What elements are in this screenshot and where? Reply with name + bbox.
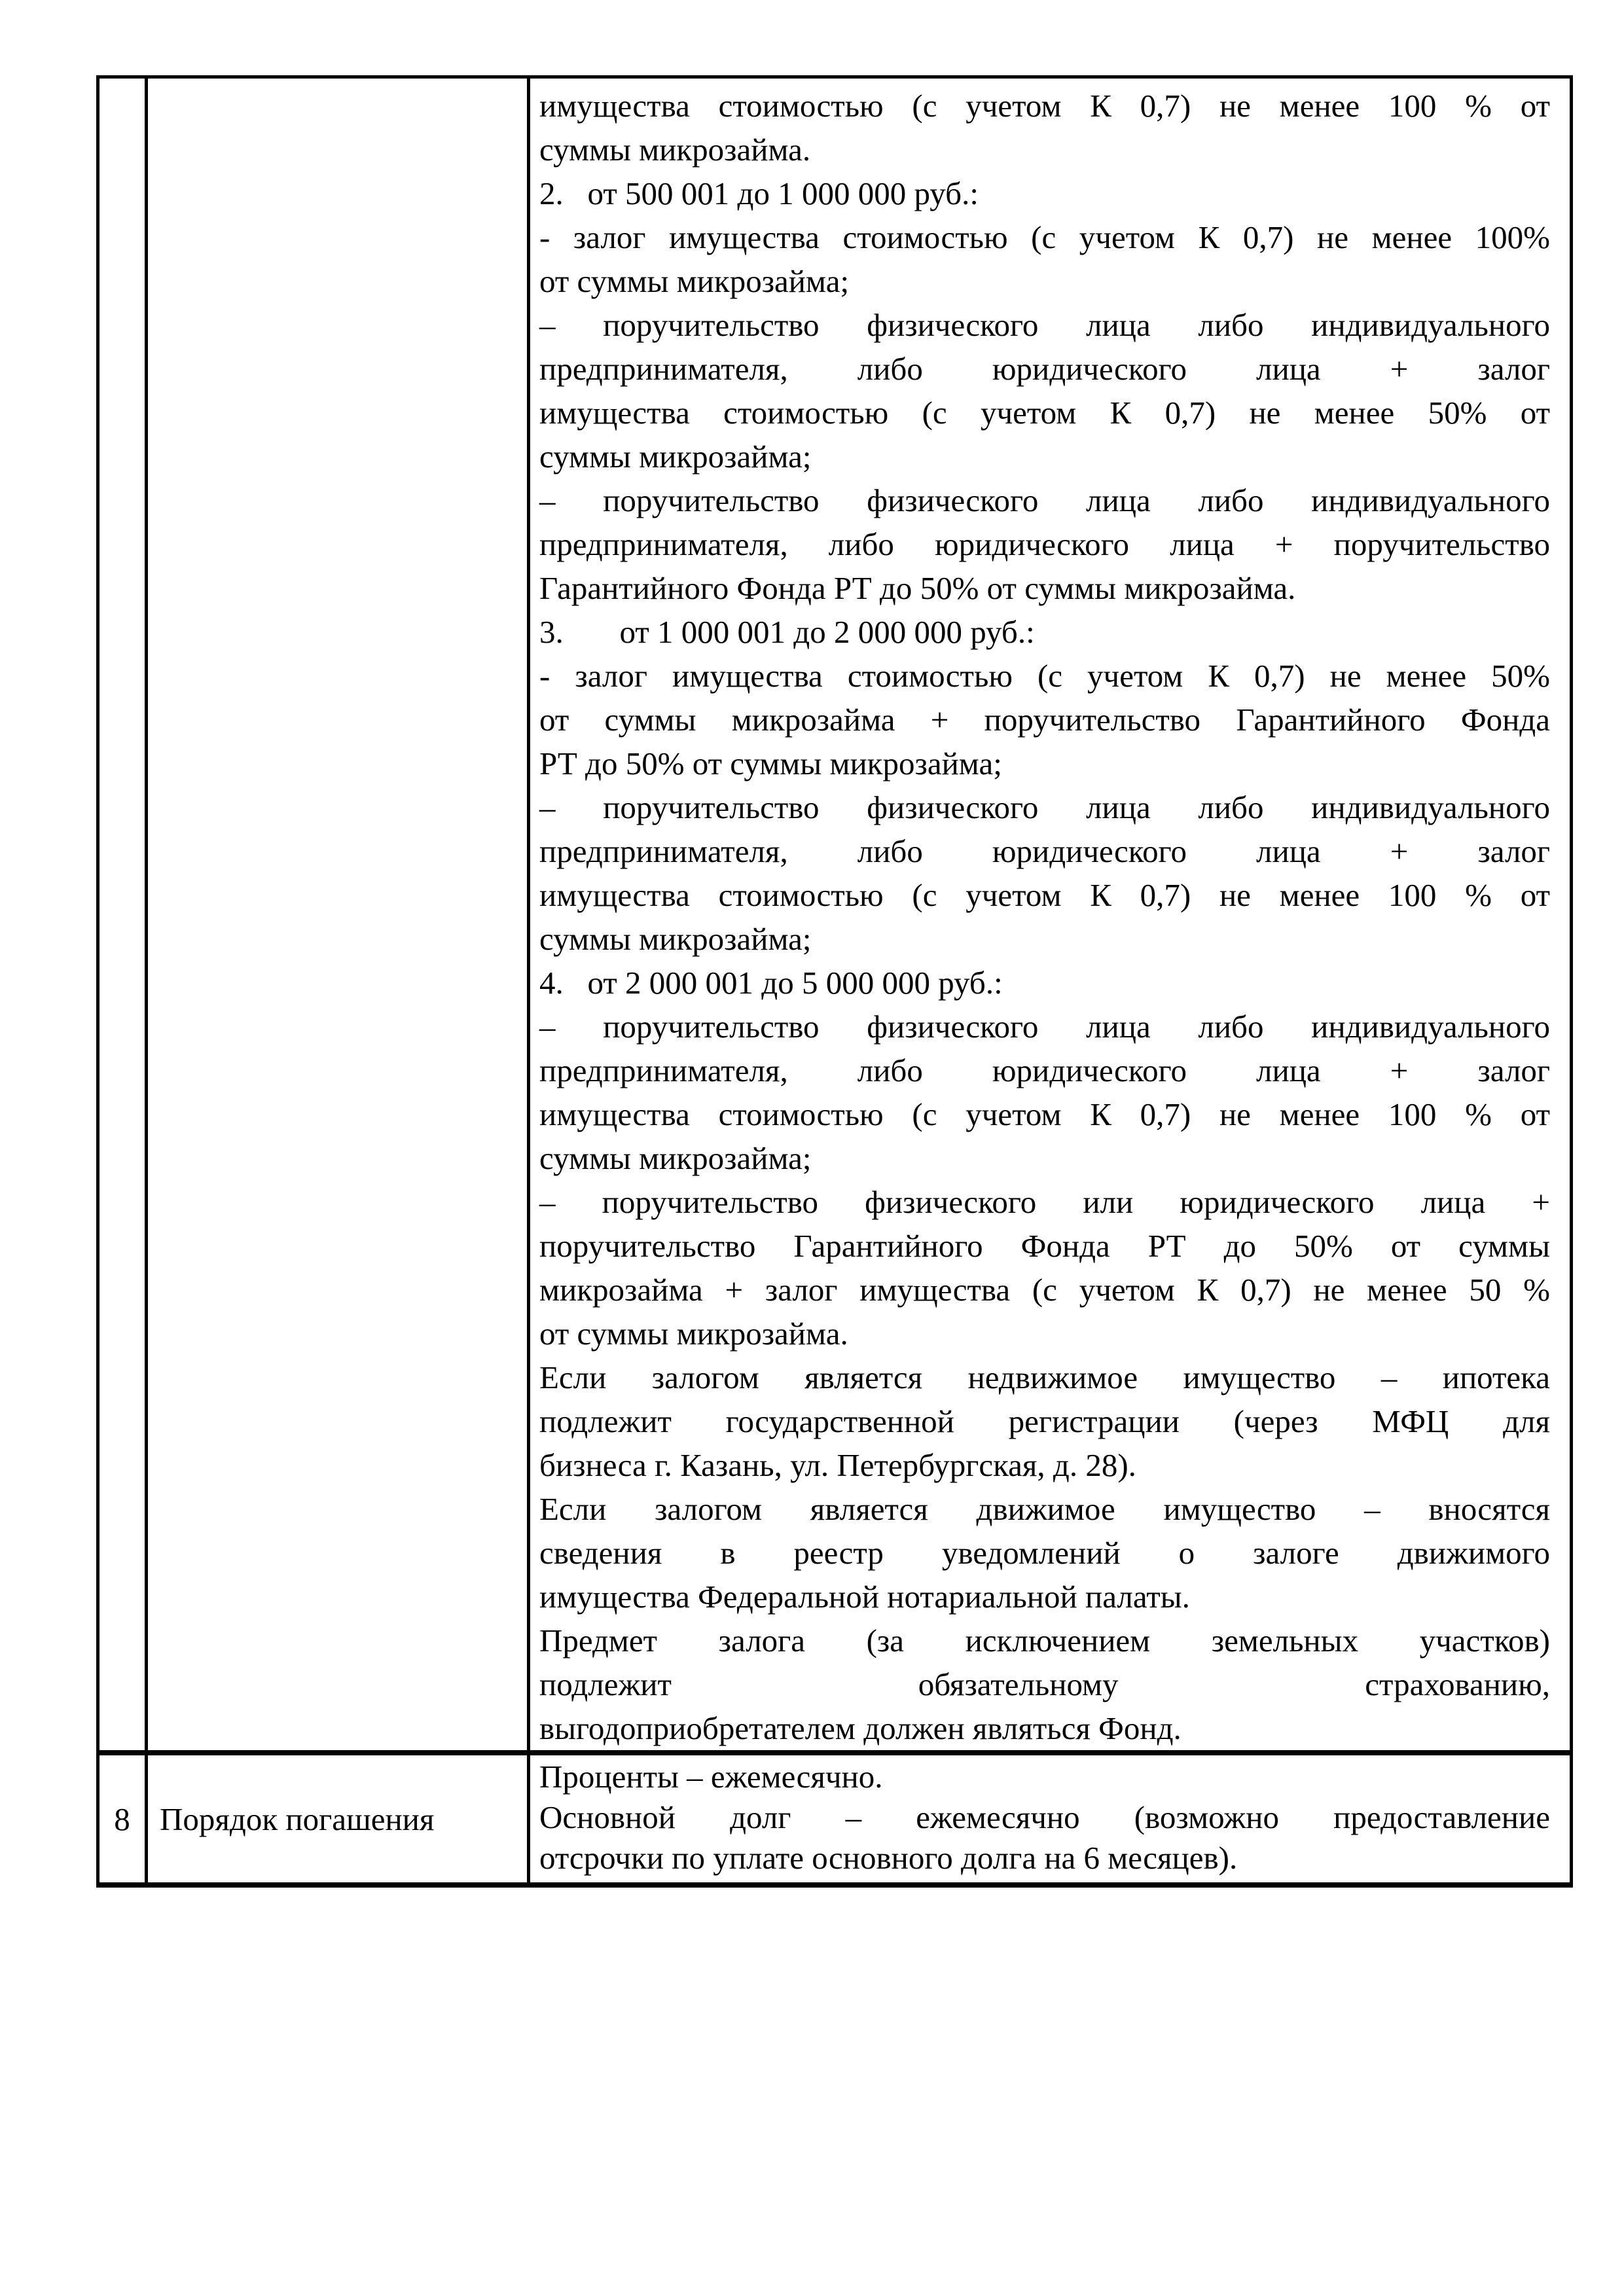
- text-line: отсрочки по уплате основного долга на 6 месяцев).: [539, 1840, 1238, 1876]
- text-line: суммы микрозайма;: [539, 921, 812, 957]
- table-row-repayment: [98, 1753, 1572, 1885]
- text-line: предпринимателя, либо юридического лица + залог: [539, 833, 1550, 869]
- row-content-cell: [529, 1753, 1572, 1885]
- text-line: – поручительство физического или юридического лица +: [539, 1184, 1550, 1220]
- text-line: суммы микрозайма;: [539, 439, 812, 475]
- text-line: РТ до 50% от суммы микрозайма;: [539, 745, 1002, 781]
- text-line: подлежит государственной регистрации (через МФЦ для: [539, 1403, 1550, 1439]
- text-line: предпринимателя, либо юридического лица + залог: [539, 351, 1550, 387]
- row-label-cell: Порядок погашения: [147, 1753, 529, 1885]
- text-line: – поручительство физического лица либо индивидуального: [539, 482, 1550, 518]
- row-number-cell: [98, 77, 147, 1753]
- text-line: 3. от 1 000 001 до 2 000 000 руб.:: [539, 614, 1035, 650]
- text-line: Если залогом является движимое имущество – вносятся: [539, 1491, 1550, 1527]
- text-line: Гарантийного Фонда РТ до 50% от суммы микрозайма.: [539, 570, 1296, 606]
- text-line: сведения в реестр уведомлений о залоге движимого: [539, 1535, 1550, 1571]
- document-table: [96, 75, 1573, 1888]
- text-line: имущества стоимостью (с учетом К 0,7) не менее 100 % от: [539, 1096, 1550, 1132]
- text-line: имущества стоимостью (с учетом К 0,7) не менее 50% от: [539, 395, 1550, 431]
- table-row-continuation: [98, 77, 1572, 1753]
- text-line: предпринимателя, либо юридического лица + поручительство: [539, 526, 1550, 562]
- text-line: микрозайма + залог имущества (с учетом К 0,7) не менее 50 %: [539, 1272, 1550, 1308]
- text-line: бизнеса г. Казань, ул. Петербургская, д. 28).: [539, 1447, 1136, 1483]
- text-line: - залог имущества стоимостью (с учетом К 0,7) не менее 100%: [539, 219, 1550, 255]
- text-line: – поручительство физического лица либо индивидуального: [539, 1009, 1550, 1045]
- row-number-cell: 8: [98, 1753, 147, 1885]
- text-line: Основной долг – ежемесячно (возможно предоставление: [539, 1799, 1550, 1835]
- text-line: подлежит обязательному страхованию,: [539, 1666, 1550, 1702]
- text-line: – поручительство физического лица либо индивидуального: [539, 789, 1550, 825]
- text-line: – поручительство физического лица либо индивидуального: [539, 307, 1550, 343]
- text-line: 4. от 2 000 001 до 5 000 000 руб.:: [539, 965, 1003, 1001]
- text-line: 2. от 500 001 до 1 000 000 руб.:: [539, 175, 979, 211]
- text-line: Проценты – ежемесячно.: [539, 1759, 883, 1795]
- text-line: Предмет залога (за исключением земельных участков): [539, 1623, 1550, 1659]
- text-line: Если залогом является недвижимое имущество – ипотека: [539, 1359, 1550, 1395]
- text-line: имущества стоимостью (с учетом К 0,7) не менее 100 % от: [539, 88, 1550, 124]
- text-line: от суммы микрозайма + поручительство Гарантийного Фонда: [539, 702, 1550, 738]
- row-content-cell: [529, 77, 1572, 1753]
- row-label-cell: [147, 77, 529, 1753]
- text-line: от суммы микрозайма;: [539, 263, 850, 299]
- text-line: имущества стоимостью (с учетом К 0,7) не менее 100 % от: [539, 877, 1550, 913]
- text-line: выгодоприобретателем должен являться Фонд.: [539, 1710, 1182, 1746]
- text-line: поручительство Гарантийного Фонда РТ до 50% от суммы: [539, 1228, 1550, 1264]
- text-line: суммы микрозайма.: [539, 132, 811, 168]
- text-line: от суммы микрозайма.: [539, 1316, 848, 1352]
- text-line: предпринимателя, либо юридического лица + залог: [539, 1052, 1550, 1088]
- text-line: - залог имущества стоимостью (с учетом К 0,7) не менее 50%: [539, 658, 1550, 694]
- text-line: имущества Федеральной нотариальной палаты.: [539, 1579, 1190, 1615]
- text-line: суммы микрозайма;: [539, 1140, 812, 1176]
